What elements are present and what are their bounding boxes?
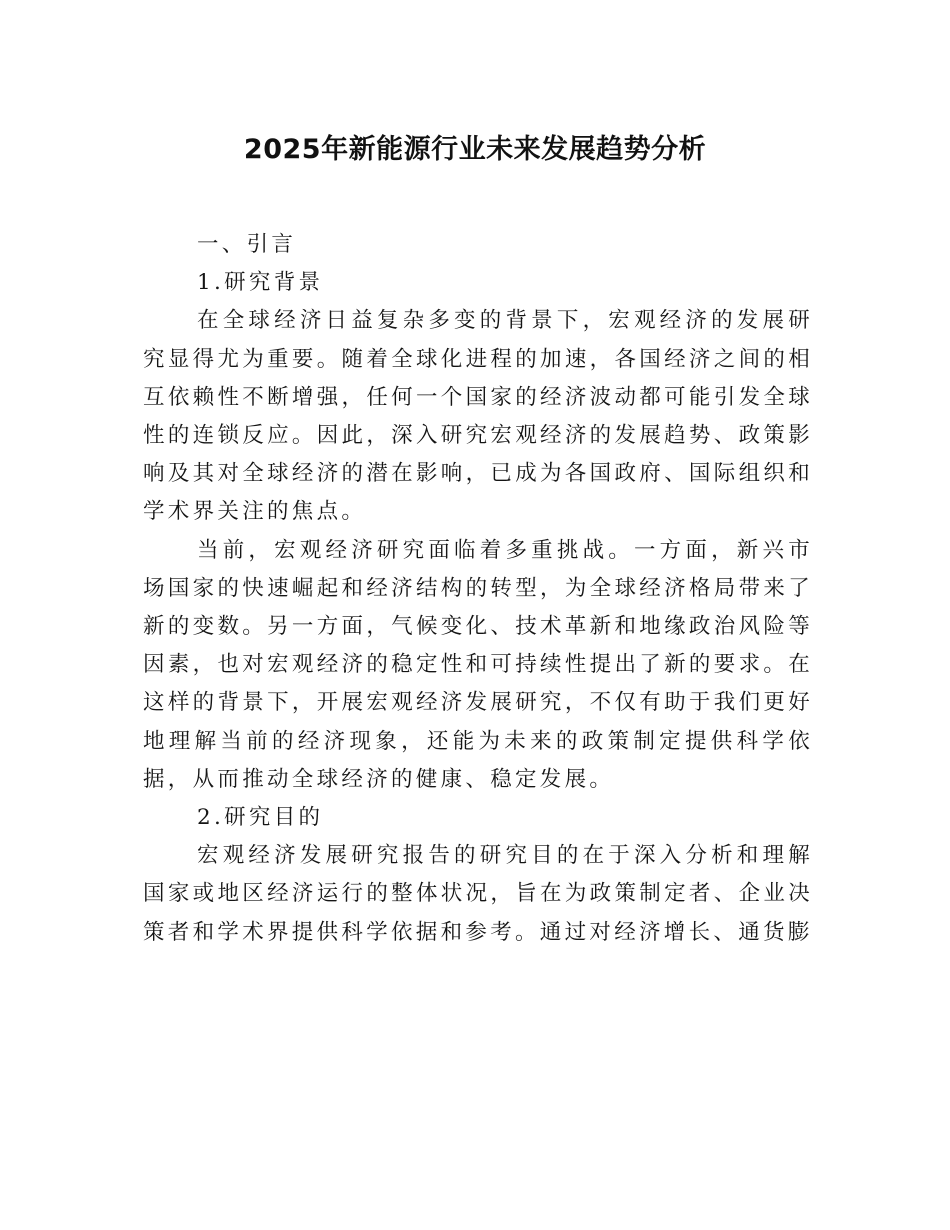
paragraph-purpose-1: 宏观经济发展研究报告的研究目的在于深入分析和理解国家或地区经济运行的整体状况，旨在为政策制定者、企业决策者和学术界提供科学依据和参考。通过对经济增长、通货膨 [143, 843, 813, 945]
paragraph-background-1: 在全球经济日益复杂多变的背景下，宏观经济的发展研究显得尤为重要。随着全球化进程的加速，各国经济之间的相互依赖性不断增强，任何一个国家的经济波动都可能引发全球性的连锁反应。因此，深入研究宏观经济的发展趋势、政策影响及其对全球经济的潜在影响，已成为各国政府、国际组织和学术界关注的焦点。 [143, 308, 813, 525]
paragraph-background-2: 当前，宏观经济研究面临着多重挑战。一方面，新兴市场国家的快速崛起和经济结构的转型，为全球经济格局带来了新的变数。另一方面，气候变化、技术革新和地缘政治风险等因素，也对宏观经济的稳定性和可持续性提出了新的要求。在这样的背景下，开展宏观经济发展研究，不仅有助于我们更好地理解当前的经济现象，还能为未来的政策制定提供科学依据，从而推动全球经济的健康、稳定发展。 [143, 537, 813, 792]
document-body [143, 226, 813, 952]
section-heading-introduction: 一、引言 [197, 232, 297, 257]
document-title: 2025年新能源行业未来发展趋势分析 [243, 134, 707, 166]
subsection-heading-research-purpose: 2.研究目的 [197, 805, 324, 831]
subsection-heading-research-background: 1.研究背景 [197, 270, 324, 296]
